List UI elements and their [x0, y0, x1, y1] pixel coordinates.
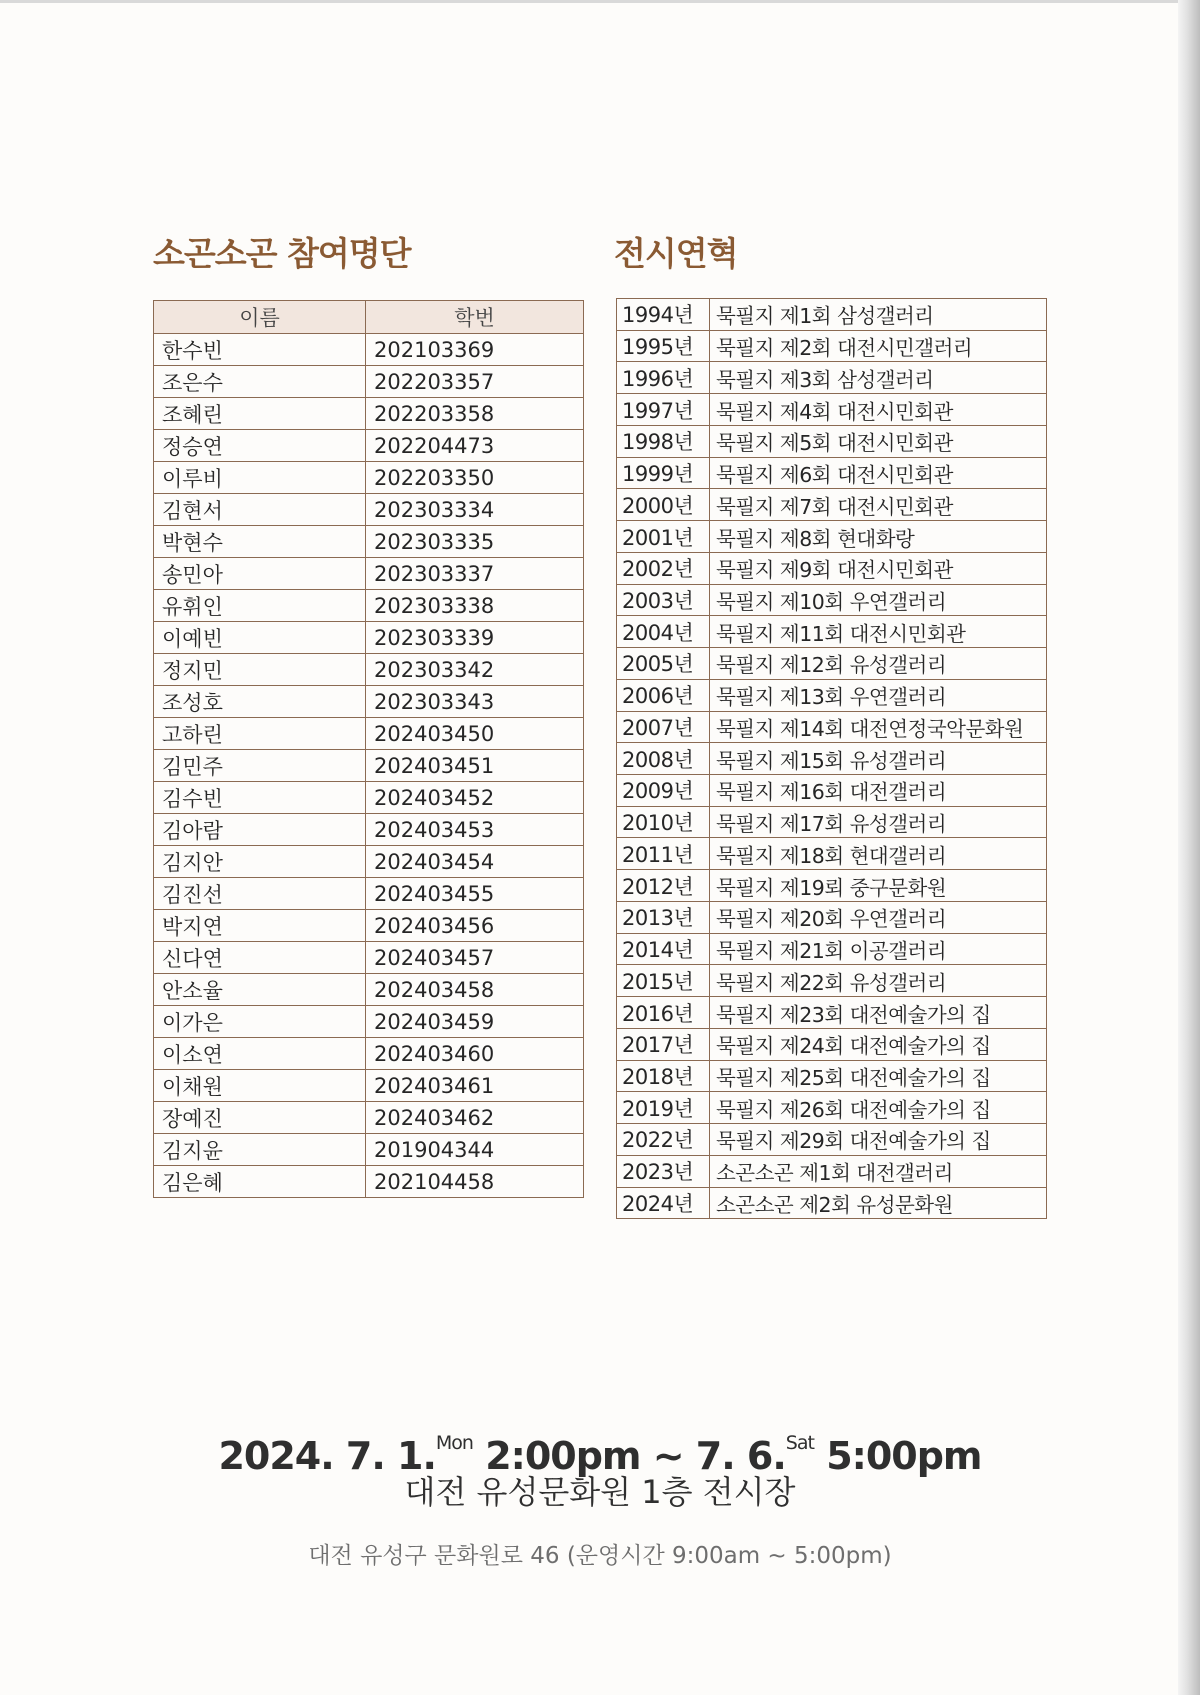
member-name: 고하린 [154, 718, 366, 750]
history-event: 묵필지 제24회 대전예술가의 집 [710, 1028, 1047, 1060]
history-row [617, 1187, 1047, 1219]
member-student-id: 202303343 [366, 686, 584, 718]
history-table [616, 298, 1047, 1219]
member-student-id: 201904344 [366, 1134, 584, 1166]
history-year: 2019년 [617, 1092, 710, 1124]
members-header-row [154, 301, 584, 334]
history-event: 묵필지 제8회 현대화랑 [710, 521, 1047, 553]
history-year: 2013년 [617, 901, 710, 933]
history-row [617, 679, 1047, 711]
history-row [617, 1092, 1047, 1124]
member-student-id: 202104458 [366, 1166, 584, 1198]
member-student-id: 202103369 [366, 334, 584, 366]
member-name: 김민주 [154, 750, 366, 782]
history-row [617, 711, 1047, 743]
member-row [154, 590, 584, 622]
history-row [617, 552, 1047, 584]
member-student-id: 202203350 [366, 462, 584, 494]
header-student-id: 학번 [366, 301, 584, 334]
history-event: 묵필지 제19뢰 중구문화원 [710, 870, 1047, 902]
member-name: 조성호 [154, 686, 366, 718]
member-row [154, 942, 584, 974]
history-year: 2022년 [617, 1124, 710, 1156]
history-event: 묵필지 제25회 대전예술가의 집 [710, 1060, 1047, 1092]
history-event: 묵필지 제11회 대전시민회관 [710, 616, 1047, 648]
member-student-id: 202303338 [366, 590, 584, 622]
history-row [617, 616, 1047, 648]
member-name: 박지연 [154, 910, 366, 942]
history-year: 2003년 [617, 584, 710, 616]
history-row [617, 1028, 1047, 1060]
member-student-id: 202403453 [366, 814, 584, 846]
history-row [617, 648, 1047, 680]
member-name: 김진선 [154, 878, 366, 910]
history-row [617, 806, 1047, 838]
member-row [154, 686, 584, 718]
history-year: 2010년 [617, 806, 710, 838]
start-day: Mon [435, 1432, 473, 1454]
history-row [617, 299, 1047, 331]
member-row [154, 814, 584, 846]
history-row [617, 394, 1047, 426]
member-student-id: 202403451 [366, 750, 584, 782]
history-year: 2017년 [617, 1028, 710, 1060]
history-title: 전시연혁 [614, 234, 738, 273]
members-body [154, 334, 584, 1198]
members-title: 소곤소곤 참여명단 [153, 234, 411, 273]
history-year: 1999년 [617, 457, 710, 489]
member-name: 이가은 [154, 1006, 366, 1038]
member-name: 장예진 [154, 1102, 366, 1134]
member-row [154, 462, 584, 494]
member-student-id: 202403459 [366, 1006, 584, 1038]
member-row [154, 334, 584, 366]
history-event: 묵필지 제13회 우연갤러리 [710, 679, 1047, 711]
history-row [617, 838, 1047, 870]
member-row [154, 430, 584, 462]
history-event: 묵필지 제16회 대전갤러리 [710, 775, 1047, 807]
member-name: 한수빈 [154, 334, 366, 366]
member-row [154, 846, 584, 878]
history-event: 묵필지 제1회 삼성갤러리 [710, 299, 1047, 331]
history-event: 소곤소곤 제2회 유성문화원 [710, 1187, 1047, 1219]
member-row [154, 1006, 584, 1038]
member-student-id: 202403450 [366, 718, 584, 750]
member-student-id: 202303339 [366, 622, 584, 654]
history-event: 소곤소곤 제1회 대전갤러리 [710, 1155, 1047, 1187]
member-name: 김현서 [154, 494, 366, 526]
member-row [154, 1102, 584, 1134]
history-body [617, 299, 1047, 1219]
history-event: 묵필지 제20회 우연갤러리 [710, 901, 1047, 933]
member-student-id: 202403454 [366, 846, 584, 878]
history-year: 2024년 [617, 1187, 710, 1219]
history-year: 2007년 [617, 711, 710, 743]
history-event: 묵필지 제10회 우연갤러리 [710, 584, 1047, 616]
member-row [154, 398, 584, 430]
history-year: 1994년 [617, 299, 710, 331]
member-name: 이소연 [154, 1038, 366, 1070]
end-time: 5:00pm [826, 1434, 982, 1478]
member-student-id: 202303335 [366, 526, 584, 558]
history-event: 묵필지 제12회 유성갤러리 [710, 648, 1047, 680]
history-row [617, 901, 1047, 933]
member-row [154, 622, 584, 654]
member-name: 신다연 [154, 942, 366, 974]
history-event: 묵필지 제6회 대전시민회관 [710, 457, 1047, 489]
history-year: 2023년 [617, 1155, 710, 1187]
history-row [617, 870, 1047, 902]
member-row [154, 1070, 584, 1102]
member-row [154, 782, 584, 814]
member-student-id: 202403457 [366, 942, 584, 974]
member-name: 송민아 [154, 558, 366, 590]
history-year: 2016년 [617, 997, 710, 1029]
member-name: 이예빈 [154, 622, 366, 654]
member-student-id: 202303342 [366, 654, 584, 686]
history-row [617, 933, 1047, 965]
member-row [154, 494, 584, 526]
member-row [154, 718, 584, 750]
start-time-end-date: 2:00pm ~ 7. 6. [485, 1434, 786, 1478]
history-event: 묵필지 제26회 대전예술가의 집 [710, 1092, 1047, 1124]
member-row [154, 366, 584, 398]
end-day: Sat [785, 1432, 814, 1454]
member-row [154, 750, 584, 782]
venue-address: 대전 유성구 문화원로 46 (운영시간 9:00am ~ 5:00pm) [308, 1543, 892, 1569]
history-event: 묵필지 제18회 현대갤러리 [710, 838, 1047, 870]
history-row [617, 489, 1047, 521]
member-name: 조혜린 [154, 398, 366, 430]
history-event: 묵필지 제29회 대전예술가의 집 [710, 1124, 1047, 1156]
member-student-id: 202403461 [366, 1070, 584, 1102]
history-row [617, 457, 1047, 489]
history-event: 묵필지 제15회 유성갤러리 [710, 743, 1047, 775]
member-row [154, 654, 584, 686]
history-event: 묵필지 제2회 대전시민갤러리 [710, 330, 1047, 362]
member-row [154, 558, 584, 590]
member-row [154, 910, 584, 942]
history-row [617, 584, 1047, 616]
member-name: 김지안 [154, 846, 366, 878]
history-row [617, 1124, 1047, 1156]
header-name: 이름 [154, 301, 366, 334]
history-event: 묵필지 제21회 이공갤러리 [710, 933, 1047, 965]
member-name: 박현수 [154, 526, 366, 558]
history-row [617, 330, 1047, 362]
history-year: 2005년 [617, 648, 710, 680]
history-event: 묵필지 제14회 대전연정국악문화원 [710, 711, 1047, 743]
member-name: 김아람 [154, 814, 366, 846]
history-year: 1996년 [617, 362, 710, 394]
history-year: 2004년 [617, 616, 710, 648]
history-event: 묵필지 제4회 대전시민회관 [710, 394, 1047, 426]
member-row [154, 974, 584, 1006]
history-year: 2015년 [617, 965, 710, 997]
member-student-id: 202303337 [366, 558, 584, 590]
history-row [617, 743, 1047, 775]
history-year: 1997년 [617, 394, 710, 426]
history-year: 1998년 [617, 425, 710, 457]
history-row [617, 362, 1047, 394]
start-date: 2024. 7. 1. [218, 1434, 436, 1478]
history-year: 1995년 [617, 330, 710, 362]
member-row [154, 1166, 584, 1198]
history-event: 묵필지 제22회 유성갤러리 [710, 965, 1047, 997]
member-student-id: 202403460 [366, 1038, 584, 1070]
history-year: 2014년 [617, 933, 710, 965]
member-name: 이루비 [154, 462, 366, 494]
history-year: 2011년 [617, 838, 710, 870]
history-year: 2018년 [617, 1060, 710, 1092]
member-row [154, 878, 584, 910]
history-row [617, 1155, 1047, 1187]
member-student-id: 202403458 [366, 974, 584, 1006]
history-event: 묵필지 제9회 대전시민회관 [710, 552, 1047, 584]
members-table [153, 300, 584, 1198]
history-event: 묵필지 제23회 대전예술가의 집 [710, 997, 1047, 1029]
history-year: 2001년 [617, 521, 710, 553]
history-year: 2012년 [617, 870, 710, 902]
member-student-id: 202403452 [366, 782, 584, 814]
member-name: 안소율 [154, 974, 366, 1006]
member-name: 김지윤 [154, 1134, 366, 1166]
history-row [617, 1060, 1047, 1092]
member-student-id: 202403456 [366, 910, 584, 942]
history-row [617, 425, 1047, 457]
member-student-id: 202403462 [366, 1102, 584, 1134]
history-event: 묵필지 제17회 유성갤러리 [710, 806, 1047, 838]
member-name: 이채원 [154, 1070, 366, 1102]
member-student-id: 202303334 [366, 494, 584, 526]
history-row [617, 997, 1047, 1029]
member-name: 김은혜 [154, 1166, 366, 1198]
member-name: 김수빈 [154, 782, 366, 814]
member-name: 조은수 [154, 366, 366, 398]
history-row [617, 775, 1047, 807]
member-student-id: 202203357 [366, 366, 584, 398]
history-row [617, 521, 1047, 553]
history-event: 묵필지 제3회 삼성갤러리 [710, 362, 1047, 394]
member-row [154, 526, 584, 558]
history-year: 2000년 [617, 489, 710, 521]
scan-top-edge [0, 0, 1200, 3]
member-name: 정승연 [154, 430, 366, 462]
exhibition-venue: 대전 유성문화원 1층 전시장 [404, 1473, 796, 1511]
history-year: 2009년 [617, 775, 710, 807]
history-event: 묵필지 제5회 대전시민회관 [710, 425, 1047, 457]
member-row [154, 1038, 584, 1070]
member-name: 정지민 [154, 654, 366, 686]
member-student-id: 202403455 [366, 878, 584, 910]
member-student-id: 202203358 [366, 398, 584, 430]
history-row [617, 965, 1047, 997]
member-name: 유휘인 [154, 590, 366, 622]
history-year: 2008년 [617, 743, 710, 775]
history-year: 2002년 [617, 552, 710, 584]
history-event: 묵필지 제7회 대전시민회관 [710, 489, 1047, 521]
member-student-id: 202204473 [366, 430, 584, 462]
history-year: 2006년 [617, 679, 710, 711]
member-row [154, 1134, 584, 1166]
